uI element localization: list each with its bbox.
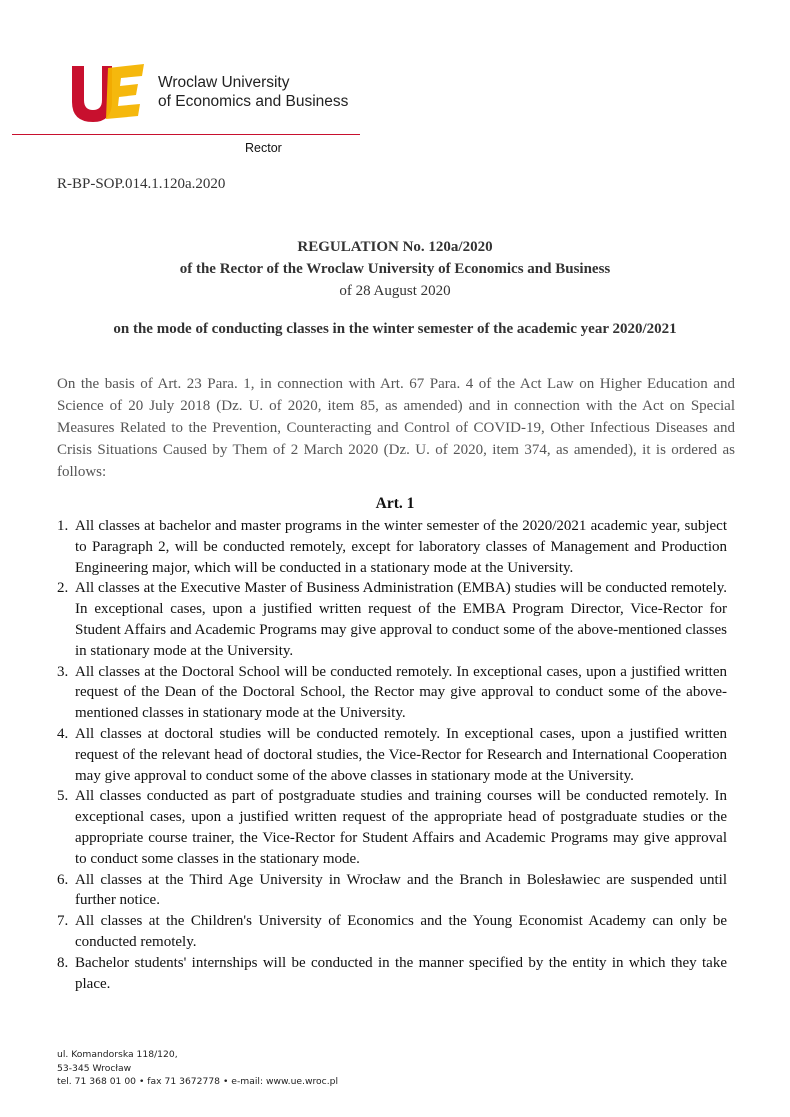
document-reference: R-BP-SOP.014.1.120a.2020: [57, 176, 226, 192]
list-item-text: Bachelor students' internships will be conducted in the manner specified by the entity in which they take place.: [75, 954, 727, 992]
header-divider: [12, 134, 360, 135]
list-item-number: 8.: [57, 954, 69, 971]
article-list: [57, 516, 727, 994]
list-item-number: 2.: [57, 580, 69, 597]
list-item-text: All classes at the Doctoral School will be conducted remotely. In exceptional cases, upon a justified written request of the Dean of the Doctoral School, the Rector may give approval to conduct some of the above-mentioned classes in stationary mode at the University.: [75, 663, 727, 722]
footer-contact-line: tel. 71 368 01 00 • fax 71 3672778 • e-mail: www.ue.wroc.pl: [57, 1076, 339, 1087]
list-item-number: 6.: [57, 871, 69, 888]
list-item: [57, 724, 727, 786]
subject-block: [0, 318, 790, 340]
issuing-unit: Rector: [245, 141, 282, 155]
footer-contact: [57, 1048, 338, 1089]
preamble: On the basis of Art. 23 Para. 1, in connection with Art. 67 Para. 4 of the Act Law on Higher Education and Science of 20 July 2018 (Dz. U. of 2020, item 85, as amended) and in connection with the Act on Special Measures Related to the Prevention, Counteracting and Control of COVID-19, Other Infectious Diseases and Crisis Situations Caused by Them of 2 March 2020 (Dz. U. of 2020, item 374, as amended), it is ordered as follows:: [57, 376, 735, 480]
university-name-line1: Wroclaw University: [158, 74, 290, 91]
document-issuer: of the Rector of the Wroclaw University of Economics and Business: [179, 261, 611, 277]
university-name: [158, 73, 348, 111]
list-item: [57, 953, 727, 995]
document-subject: on the mode of conducting classes in the winter semester of the academic year 2020/2021: [113, 321, 677, 337]
list-item: [57, 516, 727, 578]
list-item: [57, 870, 727, 912]
list-item-number: 3.: [57, 663, 69, 680]
university-logo: [66, 62, 146, 124]
document-date: of 28 August 2020: [339, 283, 451, 299]
article-heading: Art. 1: [375, 495, 415, 512]
university-name-line2: of Economics and Business: [158, 93, 349, 110]
ue-logo-mark: [66, 62, 146, 124]
list-item: [57, 786, 727, 869]
list-item-text: All classes at the Third Age University in Wrocław and the Branch in Bolesławiec are suspended until further notice.: [75, 871, 727, 909]
list-item-text: All classes at bachelor and master programs in the winter semester of the 2020/2021 academic year, subject to Paragraph 2, will be conducted remotely, except for laboratory classes of Management and Production Engineering major, which will be conducted in a stationary mode at the University.: [75, 518, 727, 576]
list-item-number: 1.: [57, 518, 69, 534]
list-item: [57, 578, 727, 661]
logo-u-shape: [72, 66, 112, 122]
list-item: [57, 662, 727, 724]
list-item-number: 4.: [57, 725, 69, 742]
logo-e-shape: [106, 64, 144, 119]
list-item-number: 5.: [57, 788, 69, 805]
list-item-text: All classes conducted as part of postgraduate studies and training courses will be conducted remotely. In exceptional cases, upon a justified written request of the appropriate head of postgraduate studies or the appropriate course trainer, the Vice-Rector for Student Affairs and Academic Programs may give approval to conduct some classes in the stationary mode.: [75, 788, 727, 867]
document-title: REGULATION No. 120a/2020: [297, 239, 493, 255]
title-block: [0, 236, 790, 302]
list-item-text: All classes at doctoral studies will be conducted remotely. In exceptional cases, upon a justified written request of the relevant head of doctoral studies, the Vice-Rector for Research and International Cooperation may give approval to conduct some of the above classes in stationary mode at the University.: [75, 725, 727, 784]
footer-address-line2: 53-345 Wrocław: [57, 1062, 132, 1074]
list-item: [57, 911, 727, 953]
list-item-text: All classes at the Executive Master of Business Administration (EMBA) studies will be conducted remotely. In exceptional cases, upon a justified written request of the EMBA Program Director, Vice-Rector for Student Affairs and Academic Programs may give approval to conduct some of the above-mentioned classes in stationary mode at the University.: [75, 580, 727, 659]
list-item-number: 7.: [57, 913, 69, 930]
footer-address-line1: ul. Komandorska 118/120,: [57, 1049, 178, 1060]
list-item-text: All classes at the Children's University of Economics and the Young Economist Academy can only be conducted remotely.: [75, 913, 727, 950]
